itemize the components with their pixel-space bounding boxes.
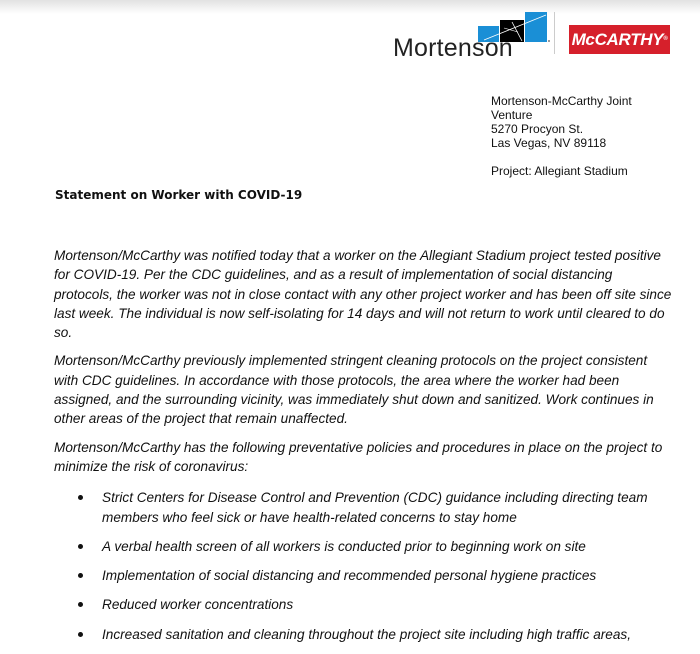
list-item — [54, 595, 674, 614]
document-body — [54, 246, 674, 654]
list-item-text: Increased sanitation and cleaning throughout the project site including high traffic areas, — [102, 626, 631, 642]
logo-divider — [554, 12, 555, 54]
list-item-text: Strict Centers for Disease Control and Prevention (CDC) guidance including directing team members who feel sick or have health-related concerns to stay home — [102, 490, 648, 525]
project-name: Project: Allegiant Stadium — [491, 164, 628, 178]
bullet-icon — [78, 602, 83, 607]
list-item-text: A verbal health screen of all workers is conducted prior to beginning work on site — [102, 538, 586, 554]
list-item — [54, 488, 674, 527]
paragraph-cleaning: Mortenson/McCarthy previously implemented stringent cleaning protocols on the project consistent with CDC guidelines. In accordance with those protocols, the area where the worker had been assigned, and the surrounding vicinity, was immediately shut down and sanitized. Work continues in other areas of the project that remain unaffected. — [54, 353, 654, 427]
mccarthy-logo — [569, 25, 670, 54]
address-line: 5270 Procyon St. — [491, 122, 584, 136]
policy-list — [54, 488, 674, 644]
list-item — [54, 625, 674, 644]
mccarthy-wordmark: McCARTHY — [571, 30, 664, 49]
address-block — [491, 94, 632, 178]
bullet-icon — [78, 495, 83, 500]
bullet-icon — [78, 632, 83, 637]
registered-mark: ® — [663, 36, 668, 42]
paragraph-policies-intro: Mortenson/McCarthy has the following preventative policies and procedures in place on the project to minimize the risk of coronavirus: — [54, 439, 663, 474]
list-item-text: Reduced worker concentrations — [102, 597, 294, 613]
paragraph-notification: Mortenson/McCarthy was notified today that a worker on the Allegiant Stadium project tested positive for COVID-19. Per the CDC guidelines, and as a result of implementation of social distancing protocols, the worker was not in close contact with any other project worker and has been off site since last week. The individual is now self-isolating for 14 days and will not return to work until cleared to do so. — [54, 248, 672, 341]
list-item — [54, 537, 674, 556]
bullet-icon — [78, 544, 83, 549]
address-line: Mortenson-McCarthy Joint — [491, 94, 632, 108]
list-item — [54, 566, 674, 585]
address-line: Las Vegas, NV 89118 — [491, 136, 607, 150]
document-title: Statement on Worker with COVID-19 — [55, 188, 303, 202]
mortenson-logo — [390, 10, 550, 62]
bullet-icon — [78, 573, 83, 578]
list-item-text: Implementation of social distancing and recommended personal hygiene practices — [102, 568, 597, 584]
address-line: Venture — [491, 108, 533, 122]
mortenson-wordmark: Mortenson — [393, 34, 513, 62]
page-top-shade — [0, 0, 700, 14]
